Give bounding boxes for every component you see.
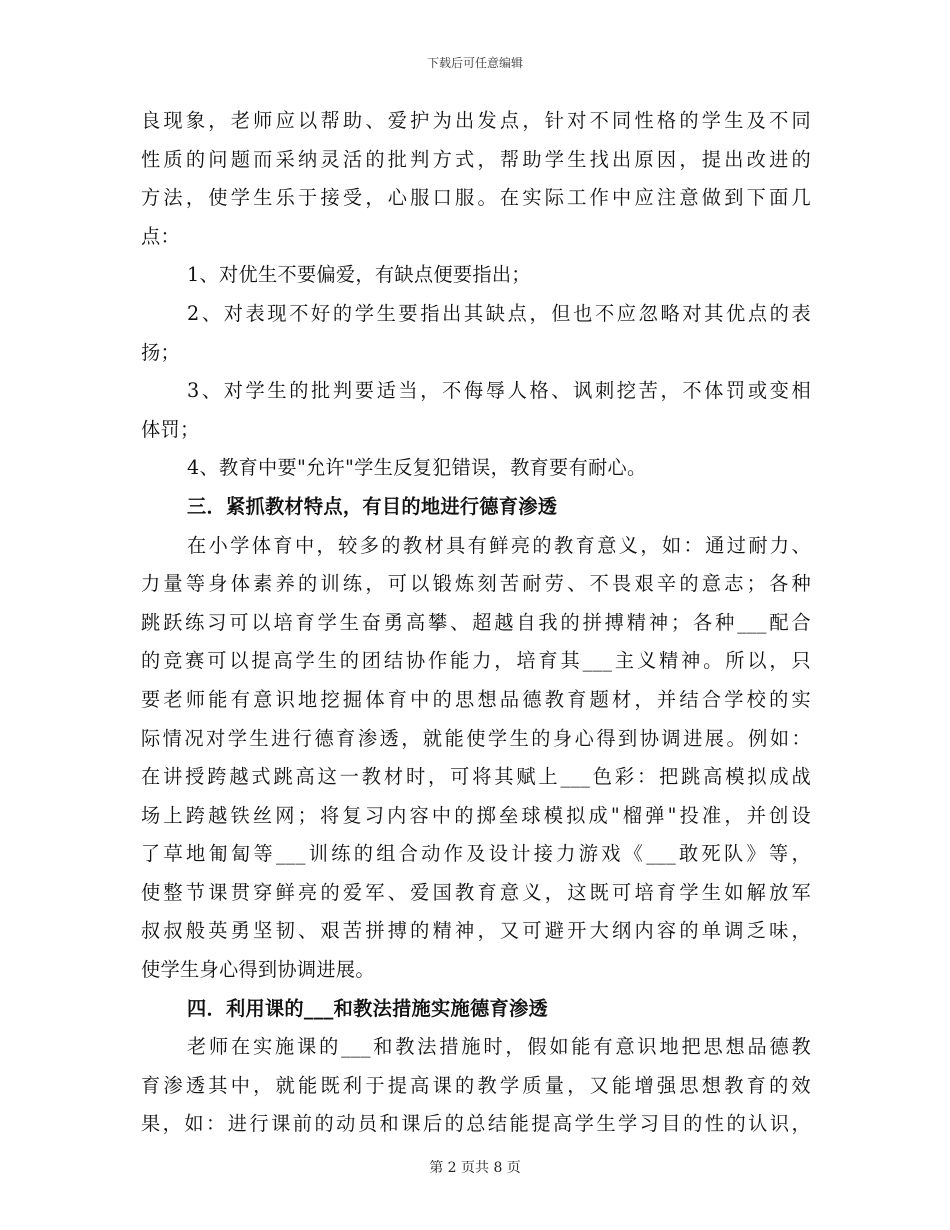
text-line: 性质的问题而采纳灵活的批判方式，帮助学生找出原因，提出改进的 [141,147,811,171]
text-line: 使学生身心得到协调进展。 [141,958,375,982]
text-line: 4、教育中要"允许"学生反复犯错误，教育要有耐心。 [187,456,647,480]
text-line: 了草地匍匐等___训练的组合动作及设计接力游戏《___敢死队》等， [141,842,811,866]
section-heading: 四．利用课的___和教法措施实施德育渗透 [187,996,548,1020]
text-line: 老师在实施课的___和教法措施时，假如能有意识地把思想品德教 [187,1035,811,1059]
text-line: 果，如：进行课前的动员和课后的总结能提高学生学习目的性的认识， [141,1112,811,1136]
text-line: 育渗透其中，就能既利于提高课的教学质量，又能增强思想教育的效 [141,1073,811,1097]
text-line: 跳跃练习可以培育学生奋勇高攀、超越自我的拼搏精神；各种___配合 [141,610,811,634]
text-line: 在小学体育中，较多的教材具有鲜亮的教育意义，如：通过耐力、 [187,533,811,557]
page-footer: 第 2 页共 8 页 [429,1160,521,1176]
text-line: 3、对学生的批判要适当，不侮辱人格、讽刺挖苦，不体罚或变相 [187,379,811,403]
page-header: 下载后可任意编辑 [426,56,523,70]
text-line: 良现象，老师应以帮助、爱护为出发点，针对不同性格的学生及不同 [141,109,811,132]
document-body [141,102,811,1144]
text-line: 体罚； [141,417,200,441]
text-line: 要老师能有意识地挖掘体育中的思想品德教育题材，并结合学校的实 [141,687,811,711]
text-line: 点： [141,224,180,248]
text-line: 方法，使学生乐于接受，心服口服。在实际工作中应注意做到下面几 [141,186,811,210]
text-line: 在讲授跨越式跳高这一教材时，可将其赋上___色彩：把跳高模拟成战 [141,765,811,789]
section-heading: 三．紧抓教材特点，有目的地进行德育渗透 [187,494,558,518]
text-line: 场上跨越铁丝网；将复习内容中的掷垒球模拟成"榴弹"投准，并创设 [141,803,811,827]
text-line: 1、对优生不要偏爱，有缺点便要指出； [187,263,531,287]
text-line: 际情况对学生进行德育渗透，就能使学生的身心得到协调进展。例如： [141,726,811,750]
text-line: 2、对表现不好的学生要指出其缺点，但也不应忽略对其优点的表 [187,301,811,325]
text-line: 力量等身体素养的训练，可以锻炼刻苦耐劳、不畏艰辛的意志；各种 [141,572,811,596]
text-line: 使整节课贯穿鲜亮的爱军、爱国教育意义，这既可培育学生如解放军 [141,880,811,904]
text-line: 的竞赛可以提高学生的团结协作能力，培育其___主义精神。所以，只 [141,649,811,673]
text-line: 叔叔般英勇坚韧、艰苦拼搏的精神，又可避开大纲内容的单调乏味， [141,919,811,943]
text-line: 扬； [141,340,180,364]
